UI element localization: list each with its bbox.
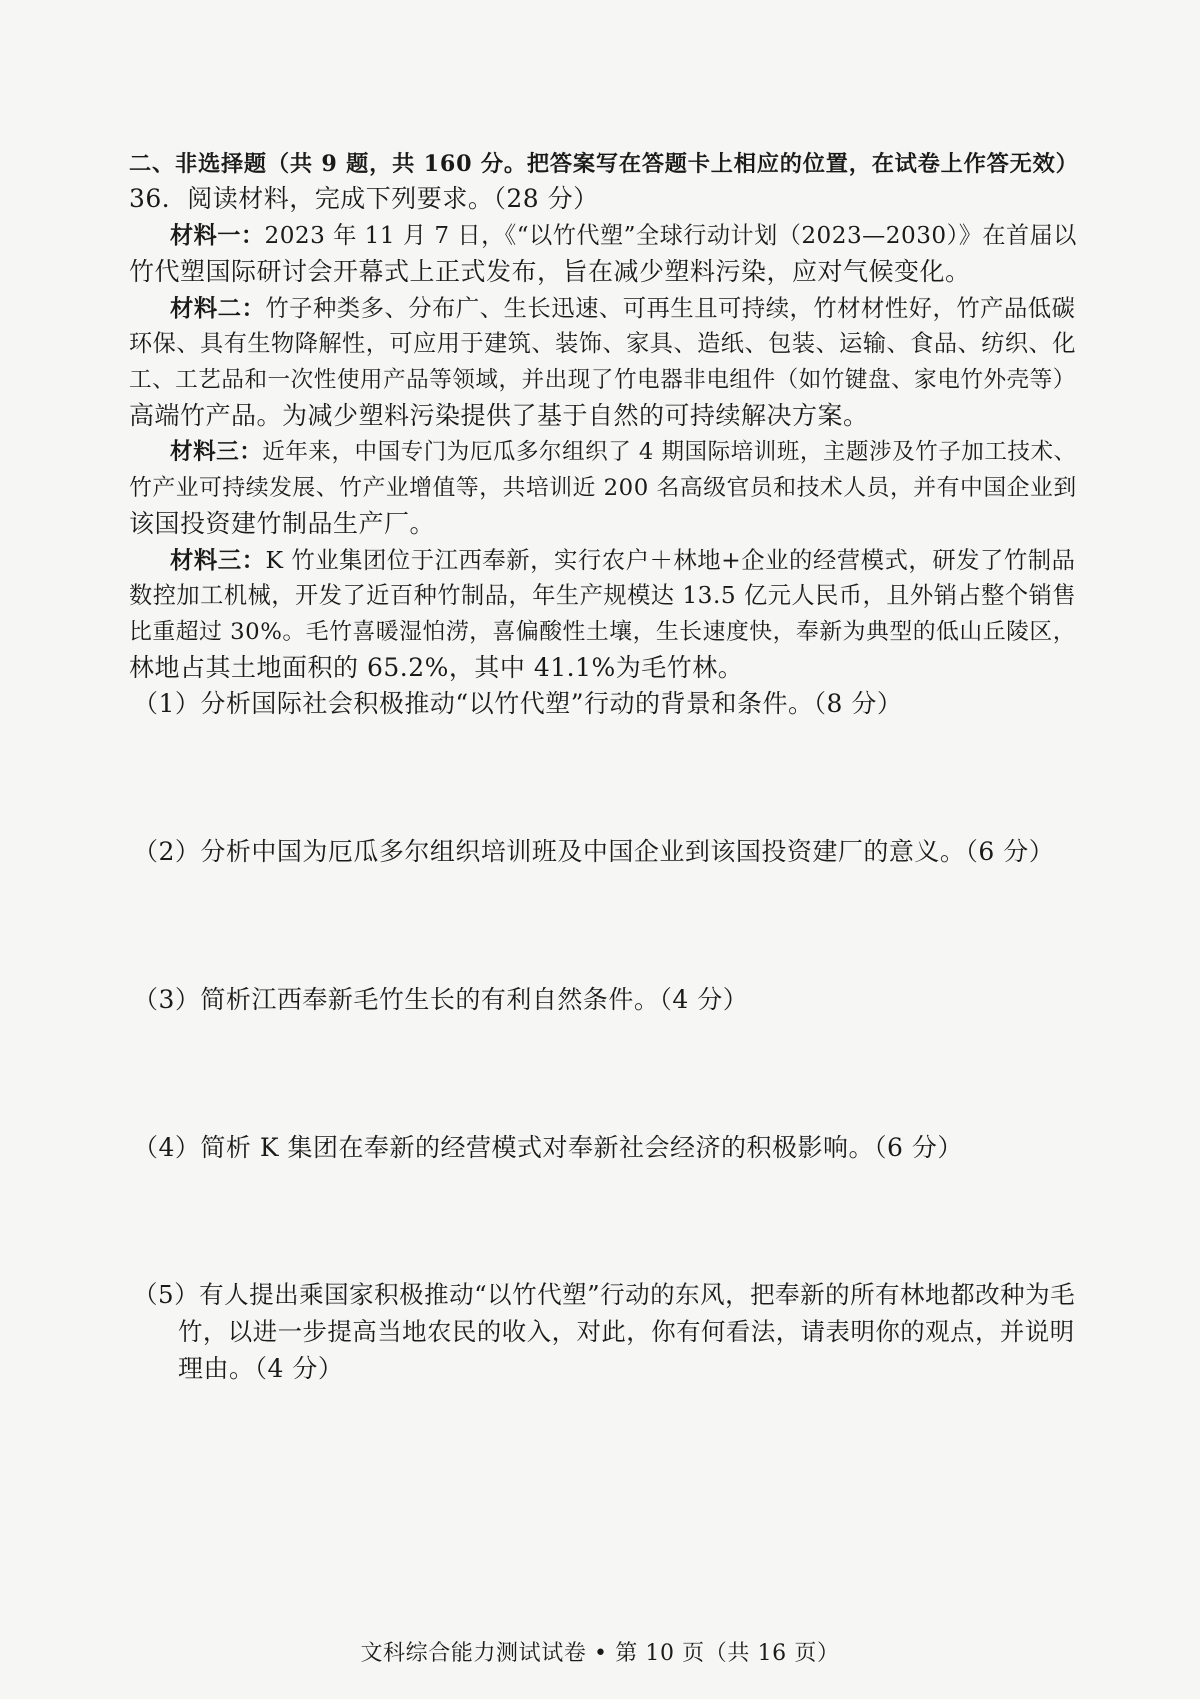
page-footer: 文科综合能力测试试卷 • 第 10 页（共 16 页）	[360, 1641, 840, 1666]
material-3a-label: 材料三：	[170, 439, 263, 465]
subquestion-3: （3）简析江西奉新毛竹生长的有利自然条件。（4 分）	[133, 985, 749, 1014]
subquestion-5-line-1: （5）有人提出乘国家积极推动“以竹代塑”行动的东风，把奉新的所有林地都改种为毛	[133, 1280, 1076, 1309]
subquestion-4: （4）简析 K 集团在奉新的经营模式对奉新社会经济的积极影响。（6 分）	[133, 1133, 963, 1162]
material-3b-line-4: 林地占其土地面积的 65.2%，其中 41.1%为毛竹林。	[129, 653, 744, 682]
material-3b-line-2: 数控加工机械，开发了近百种竹制品，年生产规模达 13.5 亿元人民币，且外销占整个销售	[129, 582, 1077, 609]
material-3a-line-3: 该国投资建竹制品生产厂。	[129, 509, 436, 538]
material-1-line-2: 竹代塑国际研讨会开幕式上正式发布，旨在减少塑料污染，应对气候变化。	[129, 257, 971, 286]
subquestion-1: （1）分析国际社会积极推动“以竹代塑”行动的背景和条件。（8 分）	[133, 689, 903, 718]
question-heading: 36．阅读材料，完成下列要求。（28 分）	[129, 184, 599, 213]
material-3b-line-1: 材料三：K 竹业集团位于江西奉新，实行农户＋林地+企业的经营模式，研发了竹制品	[170, 546, 1076, 574]
subquestion-5-line-3: 理由。（4 分）	[178, 1354, 344, 1383]
subquestion-5-line-2: 竹，以进一步提高当地农民的收入，对此，你有何看法，请表明你的观点，并说明	[178, 1317, 1075, 1346]
material-2-line-1: 材料二：竹子种类多、分布广、生长迅速、可再生且可持续，竹材材性好，竹产品低碳	[170, 294, 1076, 322]
subquestion-2: （2）分析中国为厄瓜多尔组织培训班及中国企业到该国投资建厂的意义。（6 分）	[133, 837, 1055, 866]
material-3a-line-2: 竹产业可持续发展、竹产业增值等，共培训近 200 名高级官员和技术人员，并有中国企业到	[129, 475, 1077, 501]
material-3b-line-3: 比重超过 30%。毛竹喜暖湿怕涝，喜偏酸性土壤，生长速度快，奉新为典型的低山丘陵区，	[129, 619, 1077, 645]
material-2-line-3: 工、工艺品和一次性使用产品等领域，并出现了竹电器非电组件（如竹键盘、家电竹外壳等）	[129, 367, 1076, 393]
material-1-line-1: 材料一：2023 年 11 月 7 日，《“以竹代塑”全球行动计划（2023—2030）》在首届以	[170, 222, 1077, 249]
material-2-line-2: 环保、具有生物降解性，可应用于建筑、装饰、家具、造纸、包装、运输、食品、纺织、化	[129, 330, 1076, 357]
material-3b-label: 材料三：	[170, 546, 266, 574]
section-title: 二、非选择题（共 9 题，共 160 分。把答案写在答题卡上相应的位置，在试卷上作答无效）	[129, 151, 1079, 177]
material-2-line-4: 高端竹产品。为减少塑料污染提供了基于自然的可持续解决方案。	[129, 401, 869, 430]
material-1-label: 材料一：	[170, 222, 265, 249]
material-2-label: 材料二：	[170, 294, 266, 322]
material-3a-line-1: 材料三：近年来，中国专门为厄瓜多尔组织了 4 期国际培训班，主题涉及竹子加工技术、	[170, 439, 1077, 465]
